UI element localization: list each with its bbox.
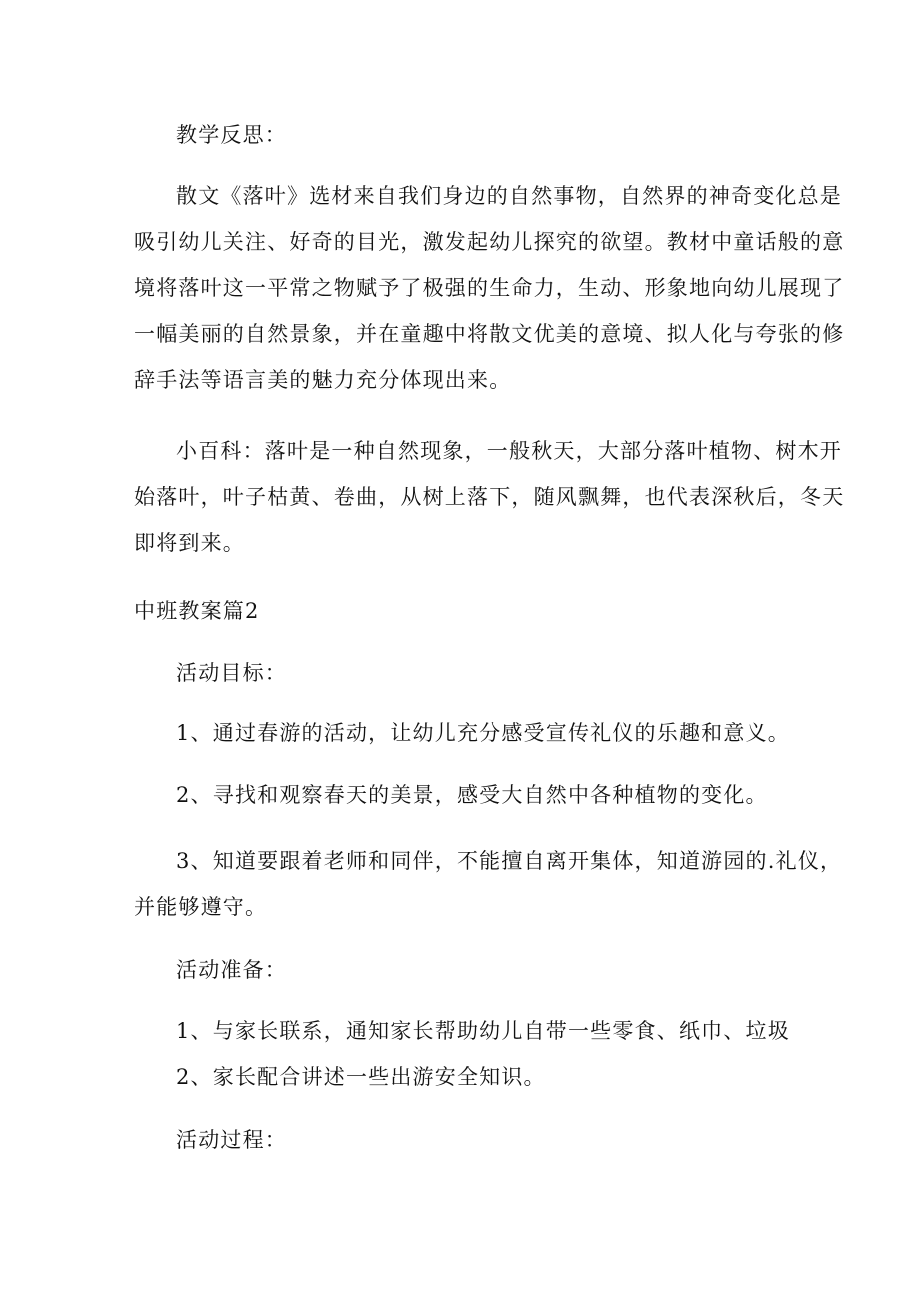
paragraph-line: 境将落叶这一平常之物赋予了极强的生命力，生动、形象地向幼儿展现了 bbox=[134, 276, 845, 300]
goals-heading: 活动目标： bbox=[176, 661, 287, 685]
goal-item-1: 1、通过春游的活动，让幼儿充分感受宣传礼仪的乐趣和意义。 bbox=[176, 721, 790, 745]
paragraph-line: 并能够遵守。 bbox=[134, 895, 268, 919]
paragraph-line: 3、知道要跟着老师和同伴，不能擅自离开集体，知道游园的.礼仪， bbox=[176, 849, 843, 873]
paragraph-line: 始落叶，叶子枯黄、卷曲，从树上落下，随风飘舞，也代表深秋后，冬天 bbox=[134, 485, 845, 509]
process-heading: 活动过程： bbox=[176, 1128, 287, 1152]
reflection-heading: 教学反思： bbox=[176, 123, 287, 147]
prep-heading: 活动准备： bbox=[176, 958, 287, 982]
paragraph-line: 即将到来。 bbox=[134, 531, 245, 555]
paragraph-line: 散文《落叶》选材来自我们身边的自然事物，自然界的神奇变化总是 bbox=[176, 184, 842, 208]
section-title: 中班教案篇2 bbox=[134, 599, 260, 623]
paragraph-line: 辞手法等语言美的魅力充分体现出来。 bbox=[134, 368, 512, 392]
prep-item-1: 1、与家长联系，通知家长帮助幼儿自带一些零食、纸巾、垃圾 bbox=[176, 1019, 790, 1043]
paragraph-line: 吸引幼儿关注、好奇的目光，激发起幼儿探究的欲望。教材中童话般的意 bbox=[134, 230, 845, 254]
goal-item-2: 2、寻找和观察春天的美景，感受大自然中各种植物的变化。 bbox=[176, 783, 768, 807]
prep-item-2: 2、家长配合讲述一些出游安全知识。 bbox=[176, 1065, 546, 1089]
paragraph-line: 一幅美丽的自然景象，并在童趣中将散文优美的意境、拟人化与夸张的修 bbox=[134, 322, 845, 346]
paragraph-line: 小百科：落叶是一种自然现象，一般秋天，大部分落叶植物、树木开 bbox=[176, 439, 842, 463]
